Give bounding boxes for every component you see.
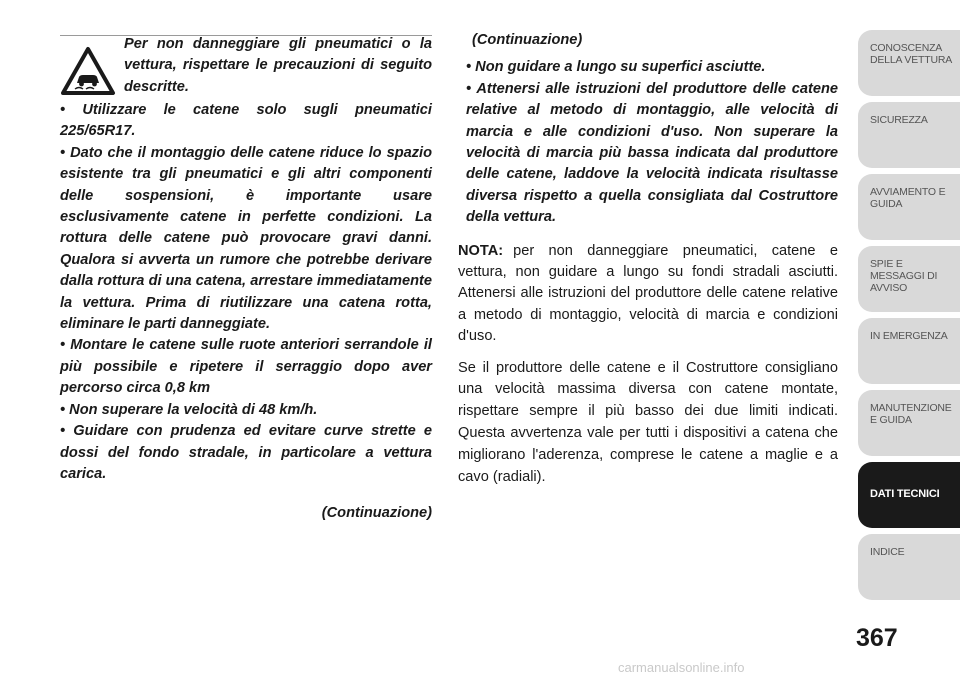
left-bullet-5: • Guidare con prudenza ed evitare curve strette e dossi del fondo stradale, in particolare a vettura carica. (60, 423, 432, 482)
right-continuation-head: (Continuazione) (472, 32, 583, 48)
tab-in-emergenza[interactable]: IN EMERGENZA (858, 318, 960, 384)
left-continuation-label: (Continuazione) (321, 505, 432, 522)
tab-dati-tecnici[interactable]: DATI TECNICI (858, 462, 960, 528)
warning-box (60, 34, 432, 98)
section-tabs (858, 30, 960, 606)
left-bullet-3: • Montare le catene sulle ruote anteriori serrandole il più possibile e ripetere il serraggio dopo aver percorso circa 0,8 km (60, 337, 432, 397)
body-paragraph: Se il produttore delle catene e il Costruttore consigliano una velocità massima diversa con catene montate, rispettare sempre il più basso dei due limiti indicati. Questa avvertenza vale per tutti i dispositivi a catena che migliorano l'aderenza, comprese le catene a maglie e a cavo (radiali). (458, 359, 838, 485)
left-bullet-1: • Utilizzare le catene solo sugli pneumatici 225/65R17. (60, 102, 432, 140)
tab-indice[interactable]: INDICE (858, 534, 960, 600)
car-skidding-warning-icon (60, 46, 116, 96)
watermark: carmanualsonline.info (618, 660, 745, 675)
right-column (458, 30, 838, 488)
left-bullet-4: • Non superare la velocità di 48 km/h. (60, 401, 318, 418)
nota-paragraph (458, 241, 838, 348)
left-column (60, 34, 432, 525)
tab-manutenzione-e-guida[interactable]: MANUTENZIONE E GUIDA (858, 390, 960, 456)
nota-label: NOTA: (458, 242, 504, 259)
tab-spie-e-messaggi[interactable]: SPIE E MESSAGGI DI AVVISO (858, 246, 960, 312)
right-bullet-2: • Attenersi alle istruzioni del produttore delle catene relative al metodo di montaggio, alle velocità di marcia e alle condizioni d'uso. Non superare la velocità di marcia più bassa indicata dal produttore delle catene, laddove la velocità indicata risultasse diversa rispetto a quella consigliata dal Costruttore della vettura. (466, 80, 838, 226)
right-bullet-1: • Non guidare a lungo su superfici asciutte. (466, 59, 766, 76)
tab-sicurezza[interactable]: SICUREZZA (858, 102, 960, 168)
nota-text: per non danneggiare pneumatici, catene e vettura, non guidare a lungo su fondi stradali asciutti. Attenersi alle istruzioni del produttore delle catene relative a metodo di montaggio, velocità di marcia e condizioni d'uso. (458, 242, 838, 345)
left-bullet-2: • Dato che il montaggio delle catene riduce lo spazio esistente tra gli pneumatici e gli altri componenti delle sospensioni, è importante usare esclusivamente catene in perfette condizioni. La rottura delle catene può provocare gravi danni. Qualora si avverta un rumore che potrebbe derivare dalla rottura di una catena, arrestare immediatamente la vettura. Prima di riutilizzare una catena rotta, eliminare le parti danneggiate. (60, 144, 432, 333)
page-number: 367 (856, 624, 898, 652)
tab-conoscenza-della-vettura[interactable]: CONOSCENZA DELLA VETTURA (858, 30, 960, 96)
warning-text: Per non danneggiare gli pneumatici o la vettura, rispettare le precauzioni di seguito descritte. (124, 36, 432, 95)
tab-avviamento-e-guida[interactable]: AVVIAMENTO E GUIDA (858, 174, 960, 240)
